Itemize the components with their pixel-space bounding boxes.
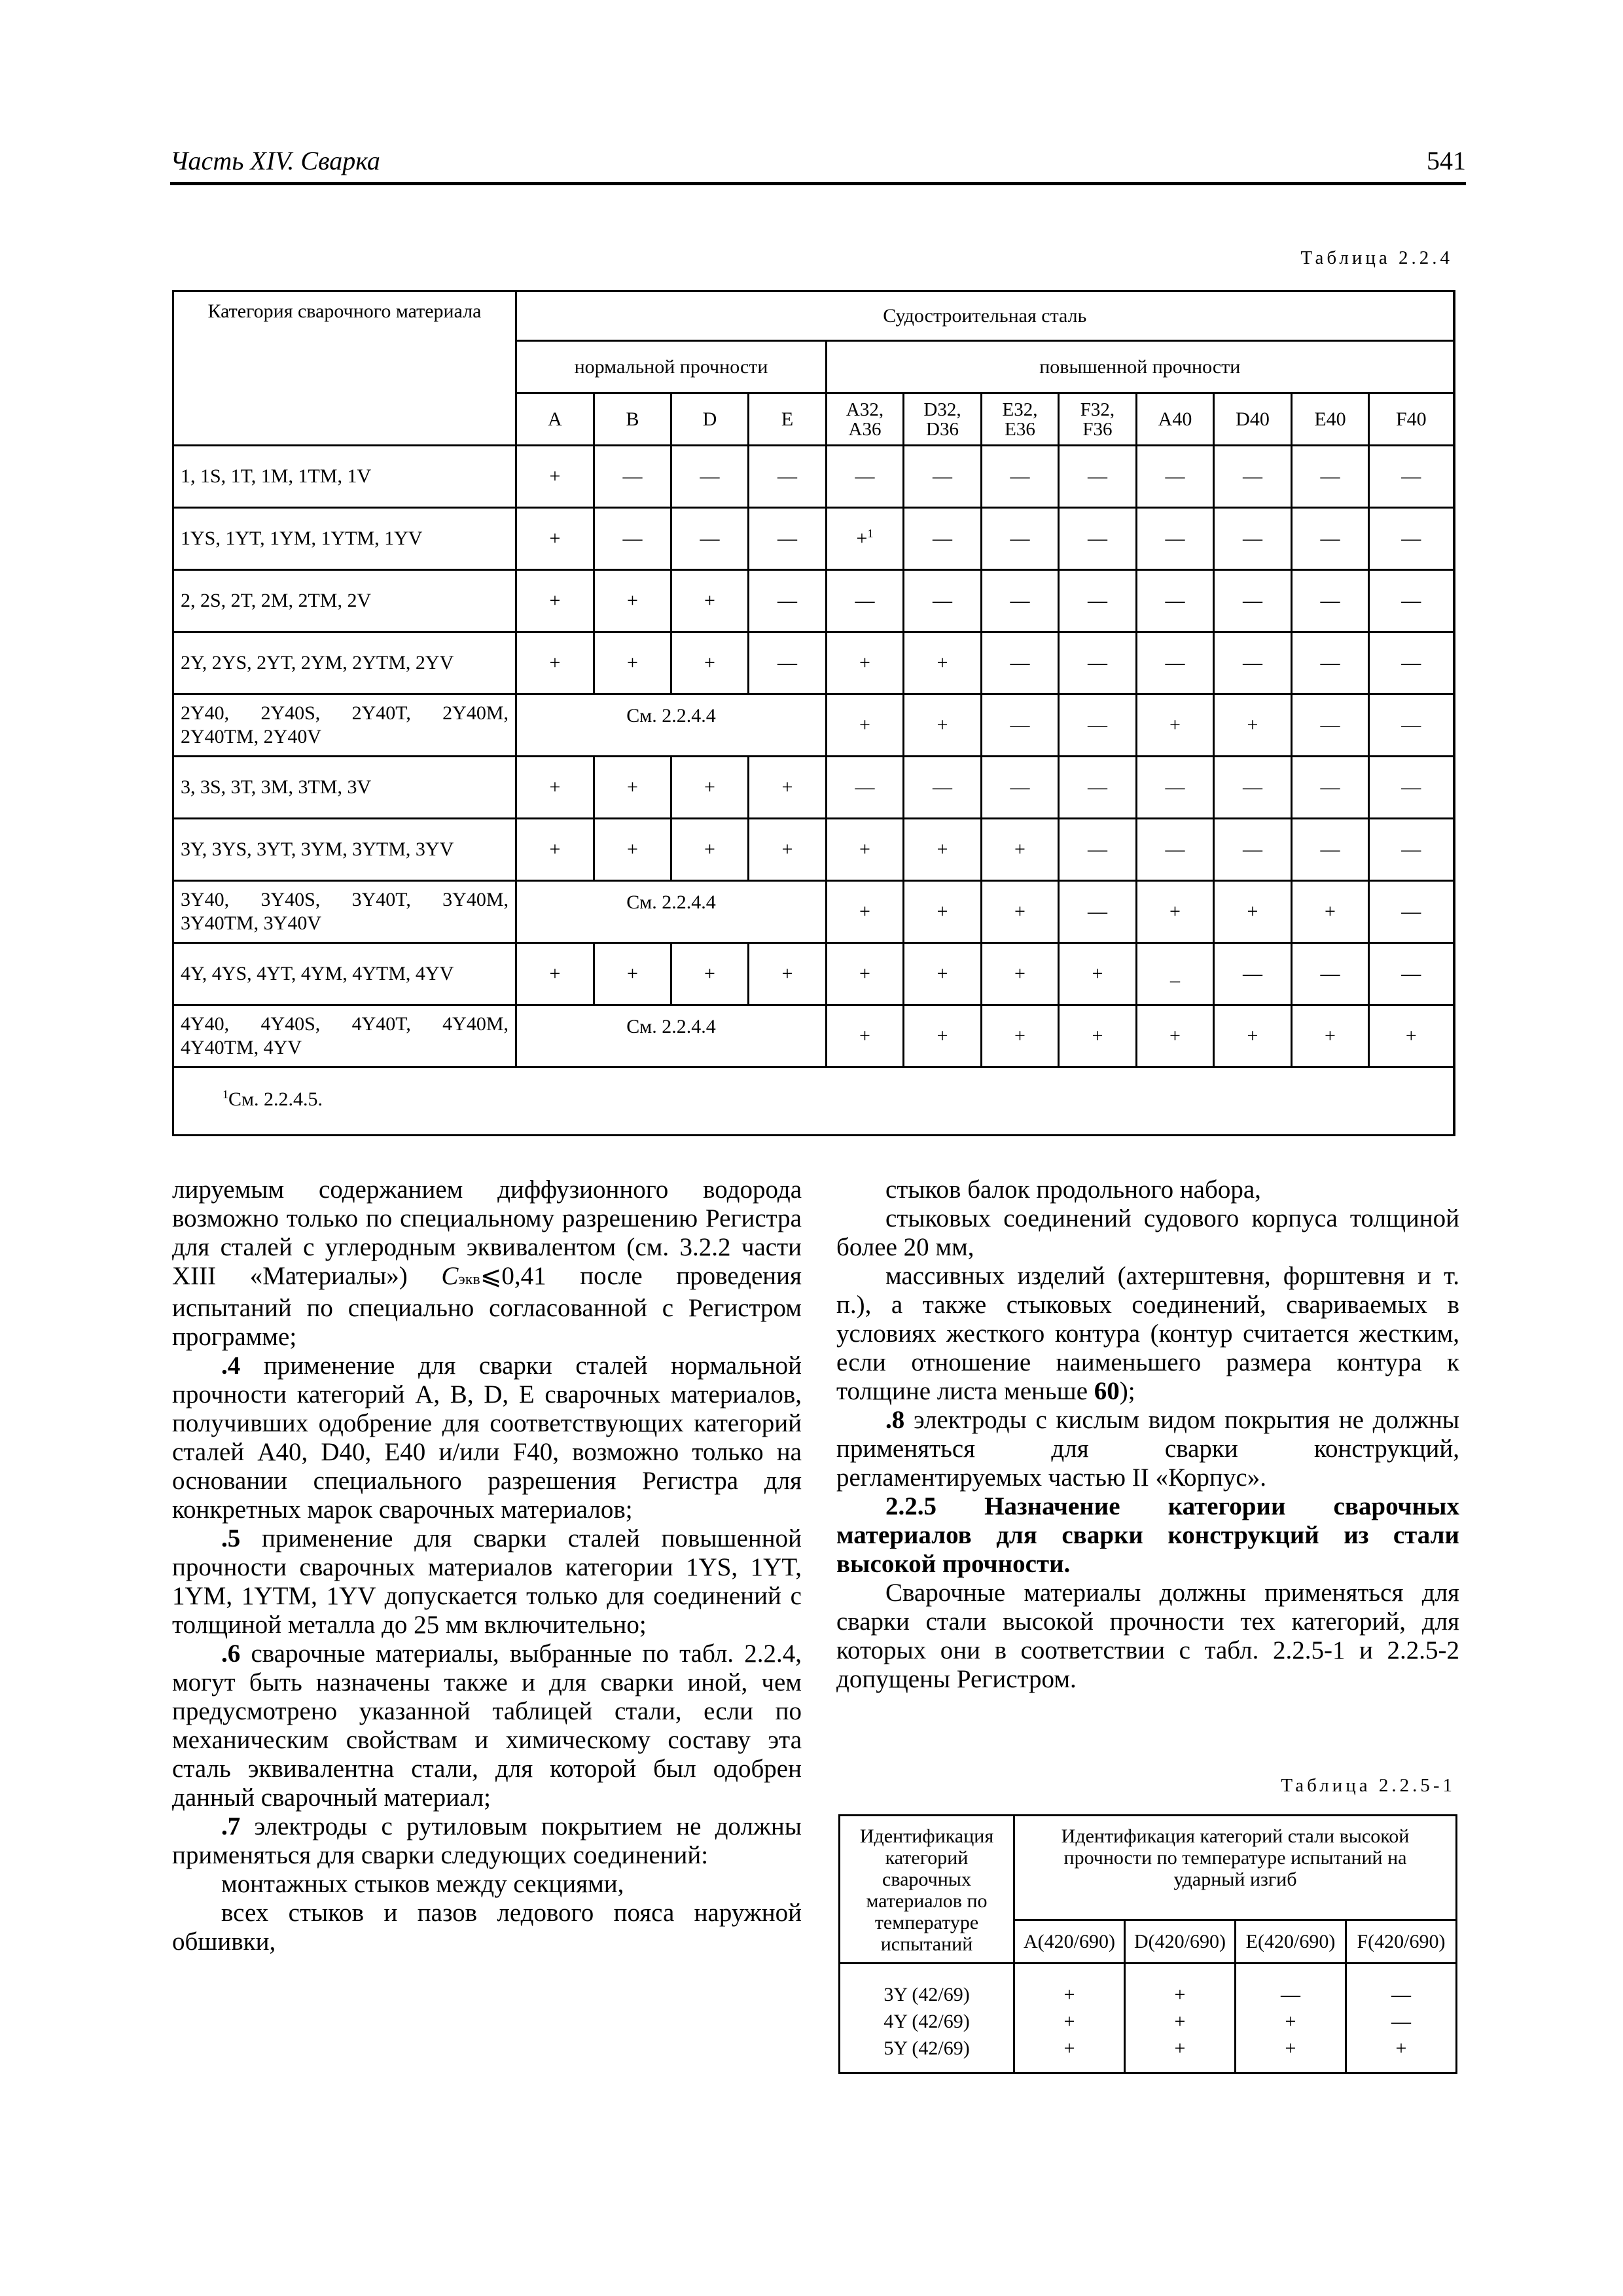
value-cell: — [1292, 694, 1369, 757]
value-cell: _ [1137, 943, 1214, 1005]
column-header: A40 [1137, 393, 1214, 446]
value-cell: + [516, 943, 594, 1005]
column-header: E32, E36 [982, 393, 1059, 446]
table-row [173, 446, 1454, 508]
value-cell: — [1059, 632, 1137, 694]
category-cell: 4Y, 4YS, 4YT, 4YM, 4YTM, 4YV [173, 943, 516, 1005]
value-cell: — [1369, 570, 1454, 632]
value-cell: + [982, 819, 1059, 881]
value-cell: — [1059, 757, 1137, 819]
value-cell: — [1369, 694, 1454, 757]
column-header: B [594, 393, 671, 446]
list-item: стыковых соединений судового корпуса толщиной более 20 мм, [836, 1204, 1459, 1261]
paragraph: лируемым содержанием диффузионного водорода возможно только по специальному разрешению Регистра для сталей с углеродным эквивалентом (см. 3.2.2 части XIII «Материалы») Cэкв⩽0,41 после проведения испытаний по специально согласованной с Регистром программе; [172, 1175, 802, 1351]
value-cell: + [594, 632, 671, 694]
value-cell: — [1292, 819, 1369, 881]
header-cell: нормальной прочности [516, 341, 827, 393]
part-title: Часть XIV. Сварка [170, 146, 380, 175]
value-cell: — [1137, 508, 1214, 570]
value-cell: — [1214, 446, 1292, 508]
section-heading: 2.2.5 Назначение категории сварочных материалов для сварки конструкций из стали высокой прочности. [836, 1492, 1459, 1578]
paragraph: Сварочные материалы должны применяться для сварки стали высокой прочности тех категорий, для которых они в соответствии с табл. 2.2.5-1 и 2.2.5-2 допущены Регистром. [836, 1579, 1459, 1693]
list-item: монтажных стыков между секциями, [221, 1870, 624, 1898]
column-header: D [671, 393, 749, 446]
value-cell: — [1369, 943, 1454, 1005]
column-header: E40 [1292, 393, 1369, 446]
table-row [173, 819, 1454, 881]
value-cell: — [982, 570, 1059, 632]
table-cell: + + + [1125, 1964, 1236, 2073]
category-cell: 3Y40, 3Y40S, 3Y40T, 3Y40M, 3Y40TM, 3Y40V [173, 881, 516, 943]
value-cell: + [904, 1005, 982, 1067]
value-cell: + [904, 943, 982, 1005]
column-header: D(420/690) [1125, 1920, 1236, 1964]
page-header [170, 143, 1466, 185]
table-cell: 3Y (42/69) 4Y (42/69) 5Y (42/69) [840, 1964, 1014, 2073]
value-cell: + [671, 570, 749, 632]
header-row [173, 291, 1454, 341]
table-row [173, 570, 1454, 632]
table-row [173, 632, 1454, 694]
column-header: A(420/690) [1014, 1920, 1125, 1964]
table-2-2-4 [172, 290, 1455, 1136]
table-row [173, 508, 1454, 570]
footnote-text: См. 2.2.4.5. [228, 1088, 323, 1110]
value-cell: — [1137, 757, 1214, 819]
value-cell: + [516, 446, 594, 508]
column-header: E [749, 393, 827, 446]
value-cell: + [1059, 943, 1137, 1005]
list-item: стыков балок продольного набора, [885, 1175, 1261, 1204]
value-cell: — [827, 446, 904, 508]
paragraph-5: .5 применение для сварки сталей повышенной прочности сварочных материалов категории 1YS, 1YT, 1YM, 1YTM, 1YV допускается только для соединений с толщиной металла до 25 мм включительно; [172, 1524, 802, 1639]
table-row [173, 694, 1454, 757]
header-cell: Категория сварочного материала [173, 291, 516, 446]
column-header: E(420/690) [1236, 1920, 1346, 1964]
value-cell: + [671, 819, 749, 881]
value-cell: + [594, 819, 671, 881]
header-cell: повышенной прочности [827, 341, 1454, 393]
value-cell: — [1137, 632, 1214, 694]
value-cell: — [827, 757, 904, 819]
category-cell: 1, 1S, 1T, 1M, 1TM, 1V [173, 446, 516, 508]
value-cell: — [1369, 632, 1454, 694]
category-cell: 2, 2S, 2T, 2M, 2TM, 2V [173, 570, 516, 632]
value-cell: — [904, 508, 982, 570]
value-cell: + [827, 694, 904, 757]
value-cell: — [1059, 694, 1137, 757]
value-cell: — [904, 757, 982, 819]
see-reference-cell: См. 2.2.4.4 [516, 694, 827, 757]
value-cell: + [827, 881, 904, 943]
value-cell: — [1292, 446, 1369, 508]
value-cell: — [1292, 943, 1369, 1005]
value-cell: + [1137, 881, 1214, 943]
value-cell: — [594, 446, 671, 508]
header-cell: Идентификация категорий сварочных материалов по температуре испытаний [840, 1816, 1014, 1964]
value-cell: + [827, 632, 904, 694]
column-header: A32, A36 [827, 393, 904, 446]
value-cell: — [982, 446, 1059, 508]
left-column [172, 1175, 802, 1956]
table-row [173, 757, 1454, 819]
column-header: D32, D36 [904, 393, 982, 446]
value-cell: — [904, 446, 982, 508]
value-cell: — [1059, 881, 1137, 943]
value-cell: + [827, 819, 904, 881]
value-cell: +$^1$ [827, 508, 904, 570]
header-cell: Судостроительная сталь [516, 291, 1454, 341]
right-column [836, 1175, 1459, 1694]
value-cell: — [1214, 943, 1292, 1005]
column-header: F32, F36 [1059, 393, 1137, 446]
table-row [173, 943, 1454, 1005]
paragraph-6: .6 сварочные материалы, выбранные по табл. 2.2.4, могут быть назначены также и для сварки иной, чем предусмотрено указанной таблицей стали, если по механическим свойствам и химическому составу эта сталь эквивалентна стали, для которой был одобрен данный сварочный материал; [172, 1640, 802, 1812]
value-cell: — [1214, 819, 1292, 881]
value-cell: + [516, 757, 594, 819]
value-cell: — [982, 694, 1059, 757]
value-cell: + [671, 943, 749, 1005]
value-cell: — [749, 632, 827, 694]
list-item: всех стыков и пазов ледового пояса наружной обшивки, [172, 1899, 802, 1956]
category-cell: 3Y, 3YS, 3YT, 3YM, 3YTM, 3YV [173, 819, 516, 881]
value-cell: + [516, 570, 594, 632]
footnote-row [173, 1067, 1454, 1136]
value-cell: — [1137, 446, 1214, 508]
value-cell: + [1292, 1005, 1369, 1067]
footnote [173, 1067, 1454, 1136]
value-cell: — [1292, 632, 1369, 694]
value-cell: — [1292, 570, 1369, 632]
value-cell: — [1369, 881, 1454, 943]
column-header: D40 [1214, 393, 1292, 446]
paragraph-7: .7 электроды с рутиловым покрытием не должны применяться для сварки следующих соединений: [172, 1812, 802, 1869]
value-cell: + [516, 819, 594, 881]
value-cell: + [1137, 694, 1214, 757]
value-cell: + [1369, 1005, 1454, 1067]
value-cell: + [982, 881, 1059, 943]
paragraph-4: .4 применение для сварки сталей нормальной прочности категорий A, B, D, E сварочных материалов, получивших одобрение для соответствующих категорий сталей A40, D40, E40 и/или F40, возможно только на основании специального разрешения Регистра для конкретных марок сварочных материалов; [172, 1352, 802, 1524]
page-number: 541 [1427, 146, 1466, 175]
value-cell: + [594, 570, 671, 632]
value-cell: — [749, 570, 827, 632]
table-2-2-5-1-caption: Таблица 2.2.5-1 [1281, 1775, 1455, 1796]
column-header: A [516, 393, 594, 446]
value-cell: — [1059, 570, 1137, 632]
value-cell: — [1214, 757, 1292, 819]
value-cell: + [671, 632, 749, 694]
table-cell: — + + [1236, 1964, 1346, 2073]
category-cell: 1YS, 1YT, 1YM, 1YTM, 1YV [173, 508, 516, 570]
value-cell: + [904, 881, 982, 943]
value-cell: — [671, 508, 749, 570]
value-cell: + [827, 1005, 904, 1067]
value-cell: — [1369, 757, 1454, 819]
value-cell: + [827, 943, 904, 1005]
value-cell: — [982, 757, 1059, 819]
value-cell: — [1137, 819, 1214, 881]
value-cell: — [827, 570, 904, 632]
value-cell: — [1214, 570, 1292, 632]
value-cell: — [1214, 632, 1292, 694]
table-cell: — — + [1346, 1964, 1457, 2073]
value-cell: — [1369, 508, 1454, 570]
table-row [173, 1005, 1454, 1067]
value-cell: — [671, 446, 749, 508]
table-2-2-4-caption: Таблица 2.2.4 [1300, 247, 1453, 268]
value-cell: — [982, 508, 1059, 570]
value-cell: — [1059, 446, 1137, 508]
value-cell: + [1214, 694, 1292, 757]
category-cell: 2Y40, 2Y40S, 2Y40T, 2Y40M, 2Y40TM, 2Y40V [173, 694, 516, 757]
value-cell: + [1214, 1005, 1292, 1067]
value-cell: — [1137, 570, 1214, 632]
column-header: F40 [1369, 393, 1454, 446]
category-cell: 3, 3S, 3T, 3M, 3TM, 3V [173, 757, 516, 819]
value-cell: — [749, 508, 827, 570]
value-cell: — [1369, 446, 1454, 508]
value-cell: — [982, 632, 1059, 694]
value-cell: + [749, 819, 827, 881]
table-2-2-5-1 [838, 1814, 1457, 2074]
value-cell: — [749, 446, 827, 508]
value-cell: — [904, 570, 982, 632]
value-cell: + [1059, 1005, 1137, 1067]
value-cell: + [594, 943, 671, 1005]
value-cell: + [671, 757, 749, 819]
value-cell: — [1292, 757, 1369, 819]
value-cell: — [1214, 508, 1292, 570]
value-cell: — [1369, 819, 1454, 881]
value-cell: + [1214, 881, 1292, 943]
value-cell: + [1137, 1005, 1214, 1067]
value-cell: — [1292, 508, 1369, 570]
value-cell: + [982, 943, 1059, 1005]
value-cell: + [904, 694, 982, 757]
value-cell: + [1292, 881, 1369, 943]
value-cell: + [749, 757, 827, 819]
value-cell: + [982, 1005, 1059, 1067]
value-cell: + [749, 943, 827, 1005]
value-cell: + [516, 508, 594, 570]
header-cell: Идентификация категорий стали высокой прочности по температуре испытаний на ударный изгиб [1014, 1816, 1457, 1920]
paragraph-8: .8 электроды с кислым видом покрытия не должны применяться для сварки конструкций, регламентируемых частью II «Корпус». [836, 1406, 1459, 1492]
list-item: массивных изделий (ахтерштевня, форштевня и т. п.), а также стыковых соединений, свариваемых в условиях жесткого контура (контур считается жестким, если отношение наименьшего размера контура к толщине листа меньше 60); [836, 1262, 1459, 1405]
footnote-mark: 1 [867, 527, 874, 540]
value-cell: — [1059, 508, 1137, 570]
see-reference-cell: См. 2.2.4.4 [516, 881, 827, 943]
value-cell: + [516, 632, 594, 694]
table-cell: + + + [1014, 1964, 1125, 2073]
value-cell: + [904, 819, 982, 881]
see-reference-cell: См. 2.2.4.4 [516, 1005, 827, 1067]
value-cell: — [594, 508, 671, 570]
table-row [173, 881, 1454, 943]
column-header: F(420/690) [1346, 1920, 1457, 1964]
value-cell: — [1059, 819, 1137, 881]
category-cell: 2Y, 2YS, 2YT, 2YM, 2YTM, 2YV [173, 632, 516, 694]
value-cell: + [904, 632, 982, 694]
footnote-mark: 1 [223, 1088, 228, 1101]
value-cell: + [594, 757, 671, 819]
category-cell: 4Y40, 4Y40S, 4Y40T, 4Y40M, 4Y40TM, 4YV [173, 1005, 516, 1067]
